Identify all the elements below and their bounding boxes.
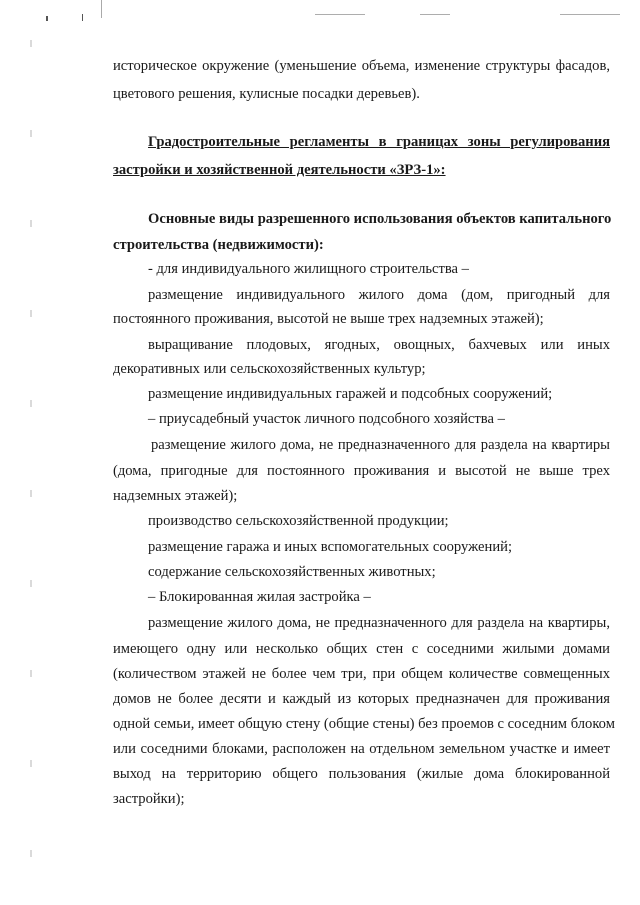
paragraph-line: размещение жилого дома, не предназначенного для раздела на квартиры [151, 437, 610, 453]
paragraph-line: постоянного проживания, высотой не выше трех надземных этажей); [113, 311, 544, 327]
subsection-heading: Основные виды разрешенного использования объектов капитального [148, 211, 612, 227]
paragraph-line: домов не более десяти и каждый из которых предназначен для проживания [113, 691, 610, 707]
paragraph-line: надземных этажей); [113, 488, 238, 504]
scan-speck [101, 0, 102, 18]
paragraph-line: содержание сельскохозяйственных животных; [148, 564, 436, 580]
paragraph-line: размещение гаража и иных вспомогательных сооружений; [148, 539, 512, 555]
section-heading: Градостроительные регламенты в границах зоны регулирования [148, 134, 610, 150]
paragraph-line: или соседними блоками, расположен на отдельном земельном участке и имеет [113, 741, 610, 757]
paragraph-line: историческое окружение (уменьшение объема, изменение структуры фасадов, [113, 58, 610, 74]
section-heading: застройки и хозяйственной деятельности «ЗРЗ-1»: [113, 162, 446, 178]
paragraph-line: выход на территорию общего пользования (жилые дома блокированной [113, 766, 610, 782]
list-item-header: – приусадебный участок личного подсобного хозяйства – [148, 411, 505, 427]
list-item-header: – Блокированная жилая застройка – [148, 589, 371, 605]
scan-speck [82, 14, 83, 21]
scan-speck [315, 14, 365, 15]
paragraph-line: декоративных или сельскохозяйственных культур; [113, 361, 426, 377]
paragraph-line: цветового решения, кулисные посадки деревьев). [113, 86, 420, 102]
paragraph-line: выращивание плодовых, ягодных, овощных, бахчевых или иных [148, 337, 610, 353]
scan-speck [560, 14, 620, 15]
paragraph-line: размещение жилого дома, не предназначенного для раздела на квартиры, [148, 615, 610, 631]
scan-margin-artifact [30, 0, 32, 905]
paragraph-line: застройки); [113, 791, 185, 807]
paragraph-line: размещение индивидуального жилого дома (дом, пригодный для [148, 287, 610, 303]
paragraph-line: размещение индивидуальных гаражей и подсобных сооружений; [148, 386, 553, 402]
paragraph-line: одной семьи, имеет общую стену (общие стены) без проемов с соседним блоком [113, 716, 615, 732]
list-item-header: - для индивидуального жилищного строительства – [148, 261, 469, 277]
paragraph-line: производство сельскохозяйственной продукции; [148, 513, 449, 529]
paragraph-line: (дома, пригодные для постоянного проживания и высотой не выше трех [113, 463, 610, 479]
paragraph-line: (количеством этажей не более чем три, при общем количестве совмещенных [113, 666, 610, 682]
scan-speck [46, 16, 48, 21]
paragraph-line: имеющего одну или несколько общих стен с соседними жилыми домами [113, 641, 610, 657]
subsection-heading: строительства (недвижимости): [113, 237, 324, 253]
scan-speck [420, 14, 450, 15]
